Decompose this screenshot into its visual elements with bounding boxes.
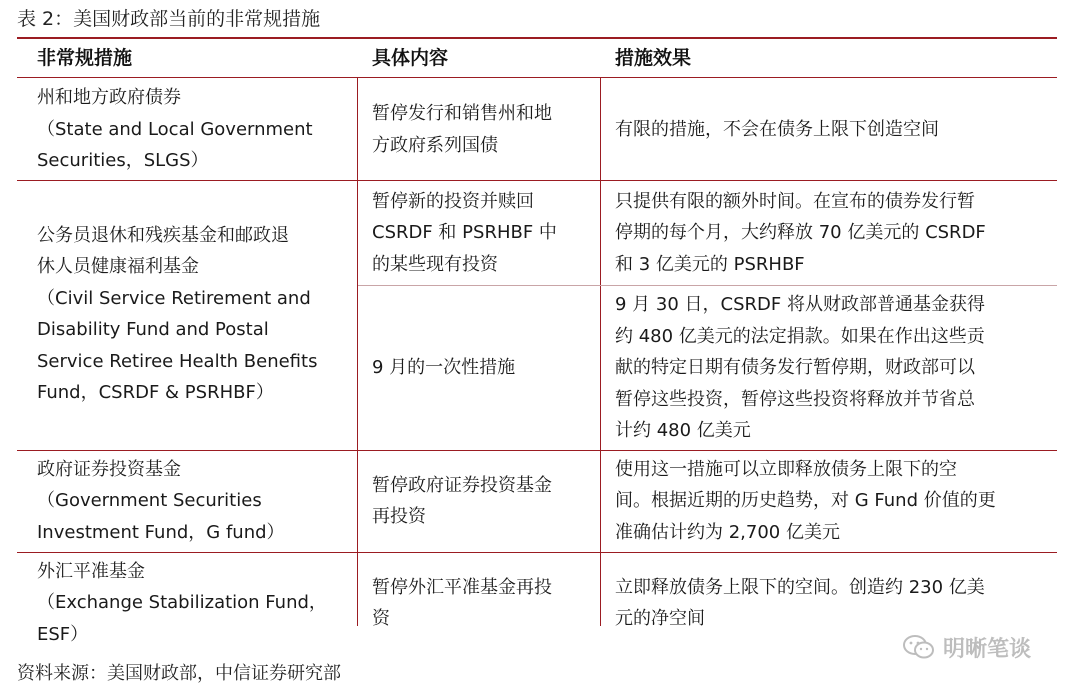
- column-divider-1: [357, 78, 358, 626]
- wechat-icon: [903, 634, 935, 660]
- watermark-text: 明晰笔谈: [943, 636, 1032, 662]
- row1-content: 暂停发行和销售州和地 方政府系列国债: [372, 103, 552, 156]
- row2a-content: 暂停新的投资并赎回 CSRDF 和 PSRHBF 中 的某些现有投资: [372, 190, 557, 275]
- row4-measure: 外汇平准基金 （Exchange Stabilization Fund， ESF）: [37, 560, 327, 645]
- header-content: 具体内容: [372, 47, 449, 69]
- row2-measure: 公务员退休和残疾基金和邮政退 休人员健康福利基金 （Civil Service Retirement and Disability Fund and Postal Service Retiree Health Benefits Fund，CSRDF & PSRHBF）: [37, 224, 318, 403]
- table-header: [17, 39, 1057, 77]
- header-measure: 非常规措施: [37, 47, 133, 69]
- table-source: 资料来源：美国财政部，中信证券研究部: [17, 663, 341, 684]
- row1-measure: 州和地方政府债券 （State and Local Government Securities，SLGS）: [37, 87, 313, 172]
- row-rule-2: [17, 450, 1057, 451]
- row2b-content: 9 月的一次性措施: [372, 357, 516, 379]
- row4-effect: 立即释放债务上限下的空间。创造约 230 亿美 元的净空间: [615, 576, 985, 629]
- watermark: [903, 632, 1031, 662]
- row2-sub-rule: [358, 285, 1057, 286]
- row2a-effect: 只提供有限的额外时间。在宣布的债券发行暂 停期的每个月，大约释放 70 亿美元的 CSRDF 和 3 亿美元的 PSRHBF: [615, 190, 986, 275]
- table-title: 表 2：美国财政部当前的非常规措施: [17, 8, 321, 30]
- header-effect: 措施效果: [615, 47, 692, 69]
- row2b-effect: 9 月 30 日，CSRDF 将从财政部普通基金获得 约 480 亿美元的法定捐款。如果在作出这些贡 献的特定日期有债务发行暂停期，财政部可以 暂停这些投资，暂停这些投资将释放并节省总 计约 480 亿美元: [615, 294, 985, 442]
- row3-measure: 政府证券投资基金 （Government Securities Investment Fund，G fund）: [37, 458, 285, 543]
- header-rule: [17, 77, 1057, 78]
- row4-content: 暂停外汇平准基金再投 资: [372, 576, 552, 629]
- row1-effect: 有限的措施，不会在债务上限下创造空间: [615, 118, 939, 140]
- row3-effect: 使用这一措施可以立即释放债务上限下的空 间。根据近期的历史趋势，对 G Fund 价值的更 准确估计约为 2,700 亿美元: [615, 458, 996, 543]
- row-rule-1: [17, 180, 1057, 181]
- row-rule-3: [17, 552, 1057, 553]
- column-divider-2: [600, 78, 601, 626]
- row3-content: 暂停政府证券投资基金 再投资: [372, 474, 552, 527]
